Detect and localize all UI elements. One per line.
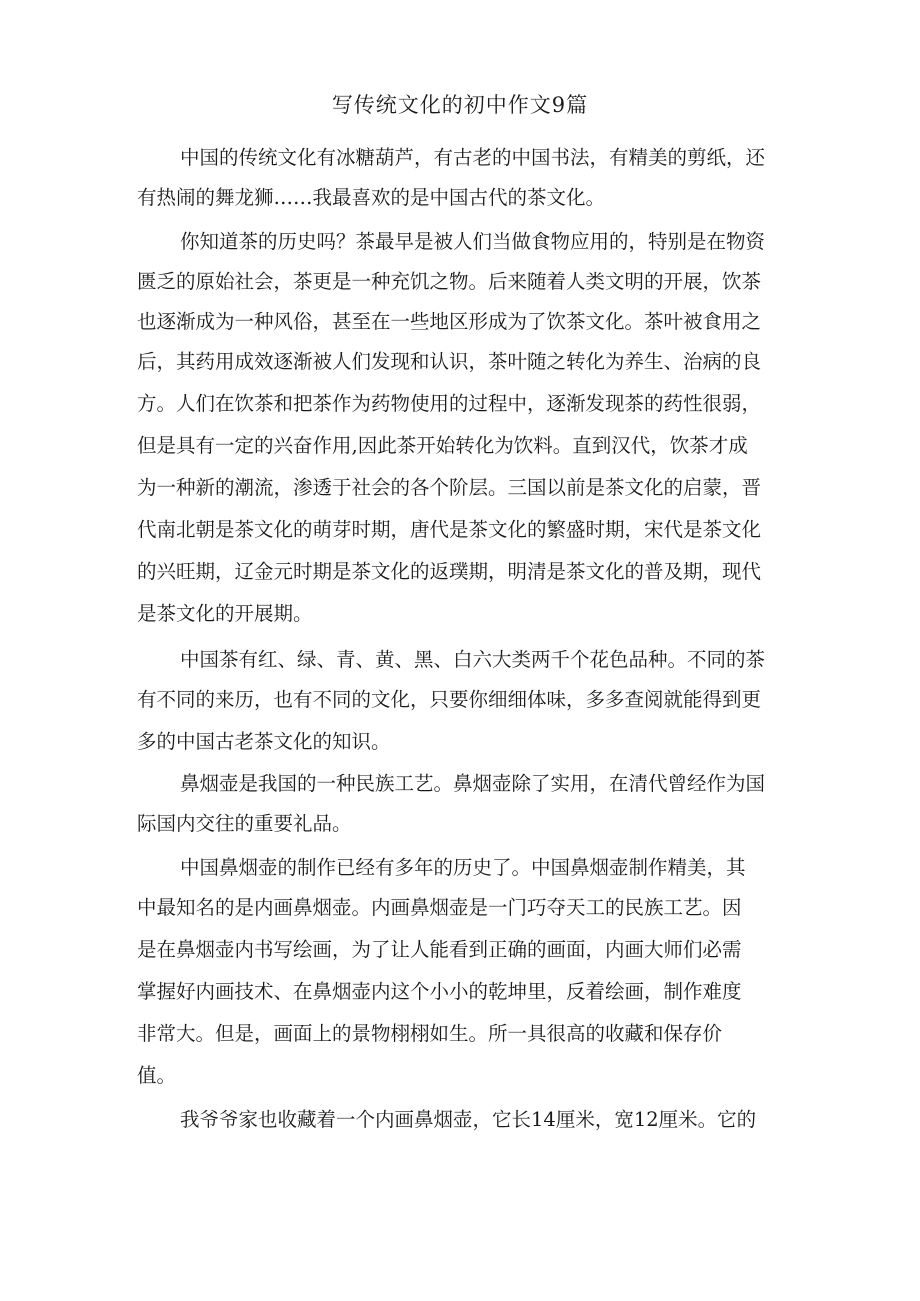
text-line: 方。人们在饮茶和把茶作为药物使用的过程中，逐渐发现茶的药性很弱， xyxy=(137,392,762,415)
text-line: 值。 xyxy=(137,1064,177,1087)
text-line: 中国的传统文化有冰糖葫芦，有古老的中国书法，有精美的剪纸，还 xyxy=(180,146,766,169)
text-line: 但是具有一定的兴奋作用,因此茶开始转化为饮料。直到汉代，饮茶才成 xyxy=(137,434,748,457)
text-line: 非常大。但是，画面上的景物栩栩如生。所一具很高的收藏和保存价 xyxy=(137,1022,723,1045)
text-line: 后，其药用成效逐渐被人们发现和认识，茶叶随之转化为养生、治病的良 xyxy=(137,350,762,373)
text-line: 匮乏的原始社会，茶更是一种充饥之物。后来随着人类文明的开展，饮茶 xyxy=(137,270,762,293)
text-line: 是茶文化的开展期。 xyxy=(137,602,313,625)
text-line: 为一种新的潮流，渗透于社会的各个阶层。三国以前是茶文化的启蒙，晋 xyxy=(137,476,762,499)
text-line: 我爷爷家也收藏着一个内画鼻烟壶，它长14厘米，宽12厘米。它的 xyxy=(180,1108,757,1131)
text-line: 代南北朝是茶文化的萌芽时期，唐代是茶文化的繁盛时期，宋代是茶文化 xyxy=(137,518,762,541)
text-line: 是在鼻烟壶内书写绘画，为了让人能看到正确的画面，内画大师们必需 xyxy=(137,938,742,961)
document-title: 写传统文化的初中作文9篇 xyxy=(331,93,589,117)
text-line: 掌握好内画技术、在鼻烟壶内这个小小的乾坤里，反着绘画，制作难度 xyxy=(137,980,742,1003)
text-line: 你知道茶的历史吗？茶最早是被人们当做食物应用的，特别是在物资 xyxy=(180,230,766,253)
text-line: 鼻烟壶是我国的一种民族工艺。鼻烟壶除了实用，在清代曾经作为国 xyxy=(180,772,766,795)
text-line: 的兴旺期，辽金元时期是茶文化的返璞期，明清是茶文化的普及期，现代 xyxy=(137,560,762,583)
text-line: 际国内交往的重要礼品。 xyxy=(137,812,352,835)
text-line: 也逐渐成为一种风俗，甚至在一些地区形成为了饮茶文化。茶叶被食用之 xyxy=(137,310,762,333)
text-line: 中最知名的是内画鼻烟壶。内画鼻烟壶是一门巧夺天工的民族工艺。因 xyxy=(137,896,742,919)
text-line: 中国茶有红、绿、青、黄、黑、白六大类两千个花色品种。不同的茶 xyxy=(180,648,766,671)
text-line: 有不同的来历，也有不同的文化，只要你细细体味，多多查阅就能得到更 xyxy=(137,688,762,711)
text-line: 有热闹的舞龙狮……我最喜欢的是中国古代的茶文化。 xyxy=(137,186,606,209)
text-line: 多的中国古老茶文化的知识。 xyxy=(137,730,391,753)
text-line: 中国鼻烟壶的制作已经有多年的历史了。中国鼻烟壶制作精美，其 xyxy=(180,856,746,879)
